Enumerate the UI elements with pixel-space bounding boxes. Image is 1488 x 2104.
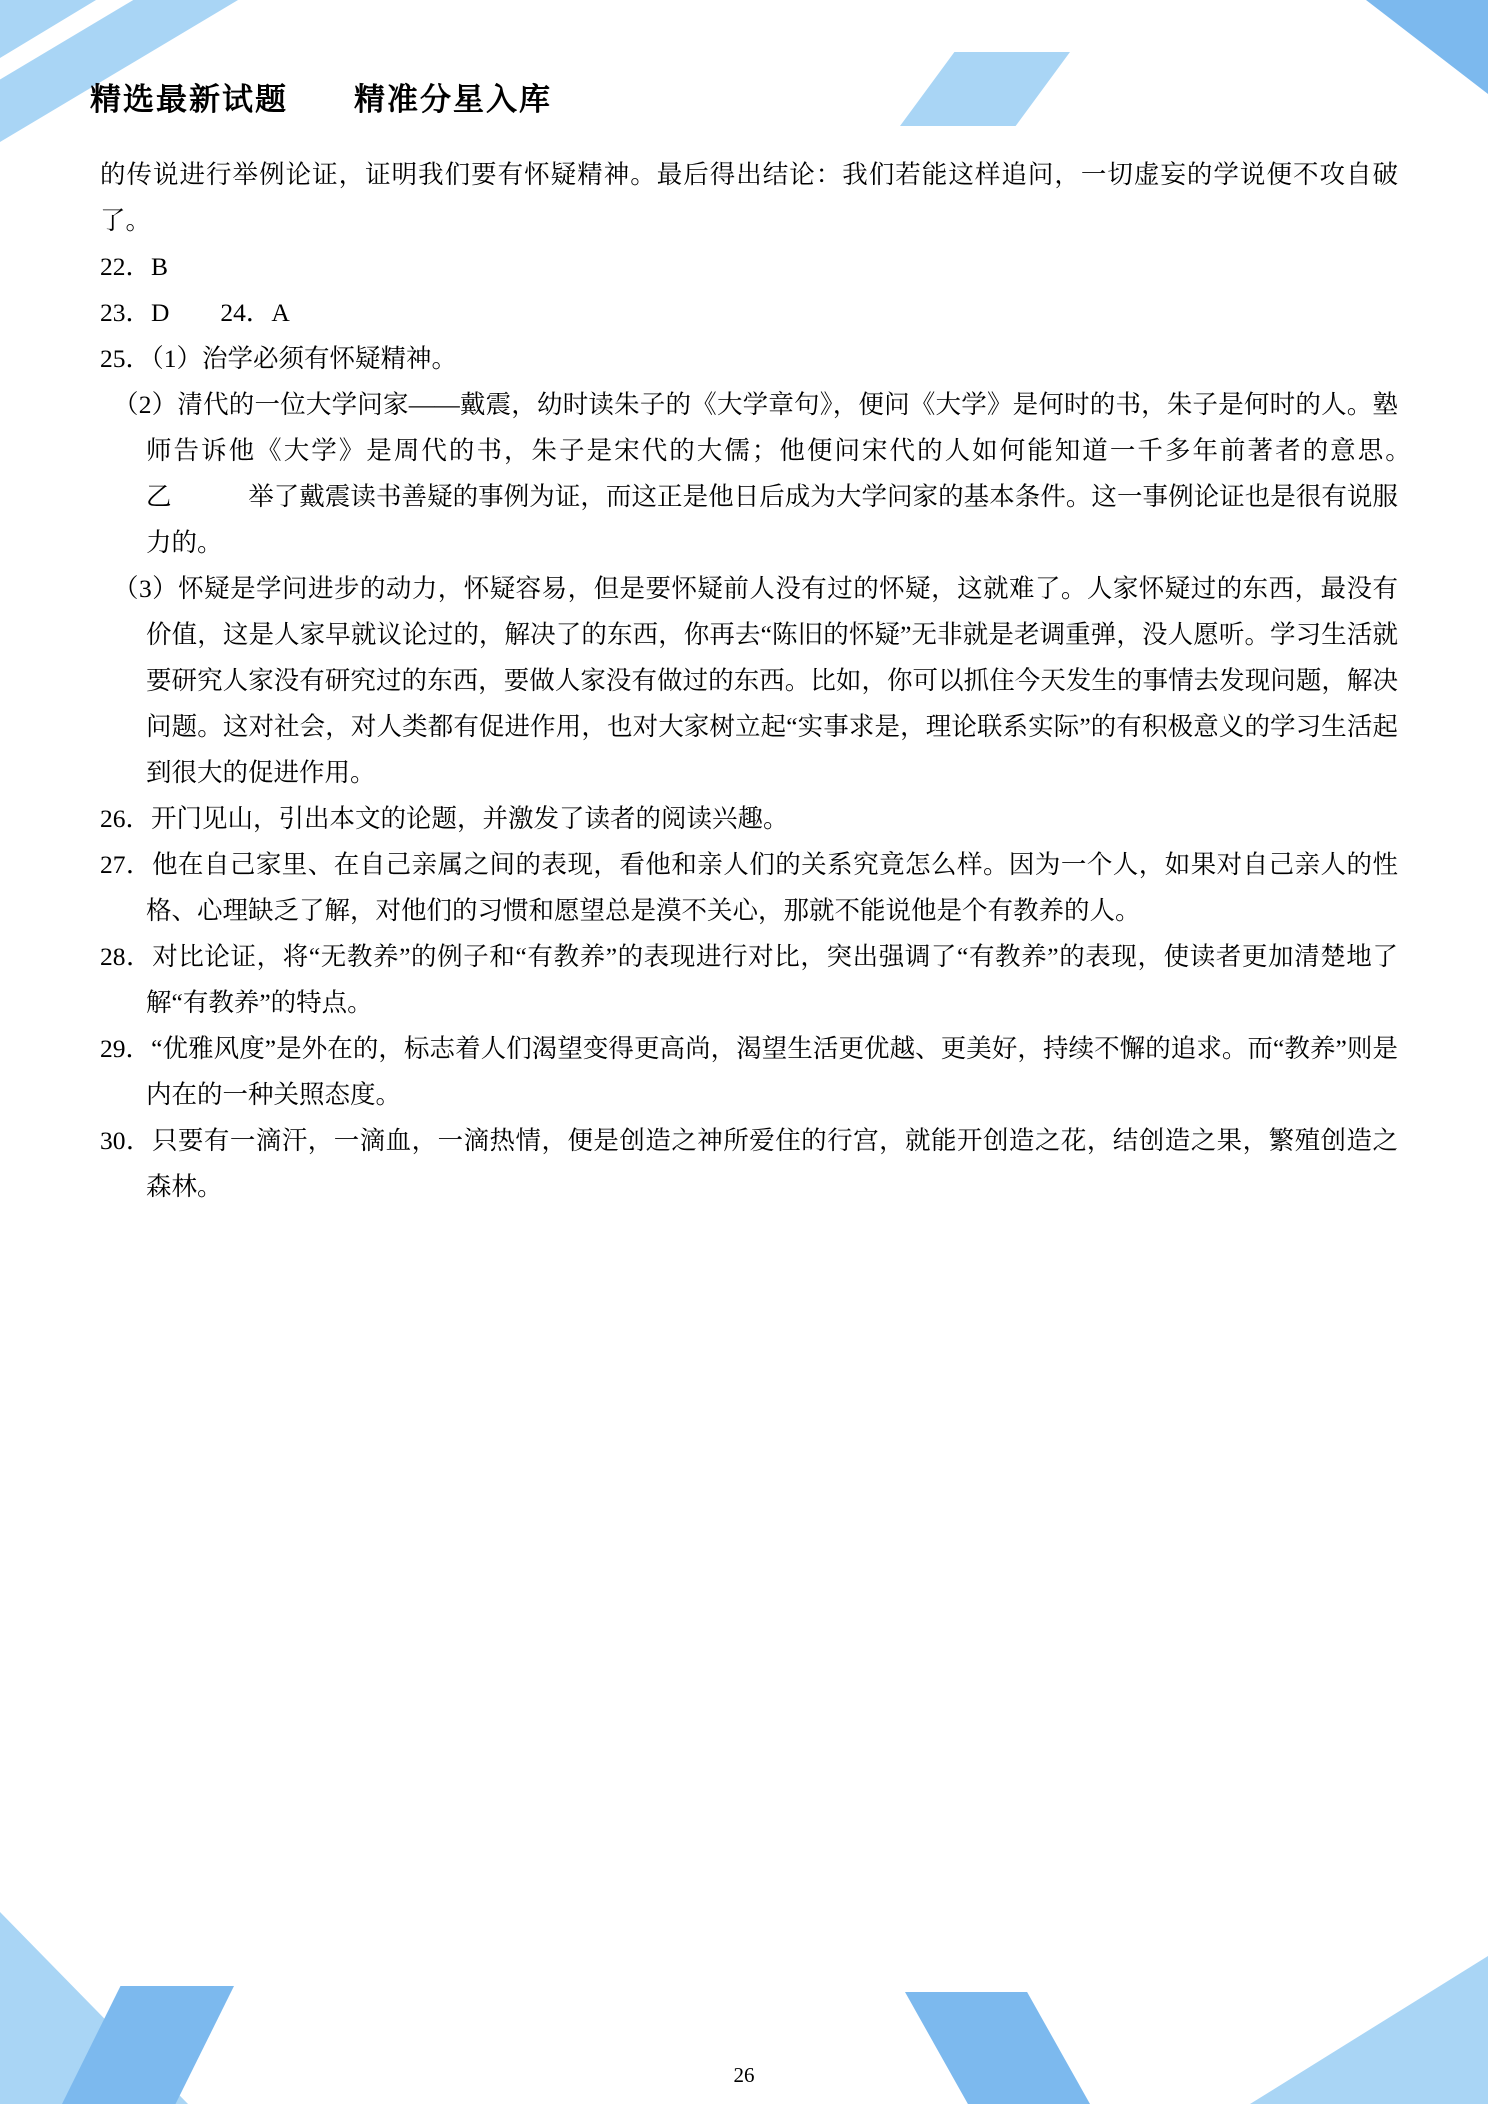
answers-content xyxy=(100,152,1475,1210)
answer-29: 29．“优雅风度”是外在的，标志着人们渴望变得更高尚，渴望生活更优越、更美好，持续不懈的追求。而“教养”则是内在的一种关照态度。 xyxy=(100,1034,1398,1109)
answer-30: 30．只要有一滴汗，一滴血，一滴热情，便是创造之神所爱住的行宫，就能开创造之花，结创造之果，繁殖创造之森林。 xyxy=(100,1126,1398,1201)
answer-28: 28．对比论证，将“无教养”的例子和“有教养”的表现进行对比，突出强调了“有教养”的表现，使读者更加清楚地了解“有教养”的特点。 xyxy=(100,942,1398,1017)
corner-ornament-top-right-parallelogram xyxy=(900,52,1070,126)
answer-25-part3: （3）怀疑是学问进步的动力，怀疑容易，但是要怀疑前人没有过的怀疑，这就难了。人家怀疑过的东西，最没有价值，这是人家早就议论过的，解决了的东西，你再去“陈旧的怀疑”无非就是老调重弹，没人愿听。学习生活就要研究人家没有研究过的东西，要做人家没有做过的东西。比如，你可以抓住今天发生的事情去发现问题，解决问题。这对社会，对人类都有促进作用，也对大家树立起“实事求是，理论联系实际”的有积极意义的学习生活起到很大的促进作用。 xyxy=(113,574,1398,787)
answer-25-part2: （2）清代的一位大学问家——戴震，幼时读朱子的《大学章句》，便问《大学》是何时的书，朱子是何时的人。塾师告诉他《大学》是周代的书，朱子是宋代的大儒；他便问宋代的人如何能知道一千多年前著者的意思。 乙 举了戴震读书善疑的事例为证，而这正是他日后成为大学问家的基本条件。这一事例论证也是很有说服力的。 xyxy=(113,390,1475,557)
answer-21-continuation: 的传说进行举例论证，证明我们要有怀疑精神。最后得出结论：我们若能这样追问，一切虚妄的学说便不攻自破了。 xyxy=(100,160,1398,235)
answer-23-24: 23．D 24．A xyxy=(100,298,290,327)
page-footer xyxy=(0,2063,1488,2088)
page-header-title: 精选最新试题 精准分星入库 xyxy=(90,82,552,117)
page-number: 26 xyxy=(733,2063,755,2087)
answer-25-part1: 25．（1）治学必须有怀疑精神。 xyxy=(100,344,458,373)
answer-22: 22．B xyxy=(100,252,169,281)
answer-27: 27．他在自己家里、在自己亲属之间的表现，看他和亲人们的关系究竟怎么样。因为一个人，如果对自己亲人的性格、心理缺乏了解，对他们的习惯和愿望总是漠不关心，那就不能说他是个有教养的人。 xyxy=(100,850,1398,925)
answer-26: 26．开门见山，引出本文的论题，并激发了读者的阅读兴趣。 xyxy=(100,804,789,833)
corner-ornament-top-right-triangle xyxy=(1366,0,1488,94)
